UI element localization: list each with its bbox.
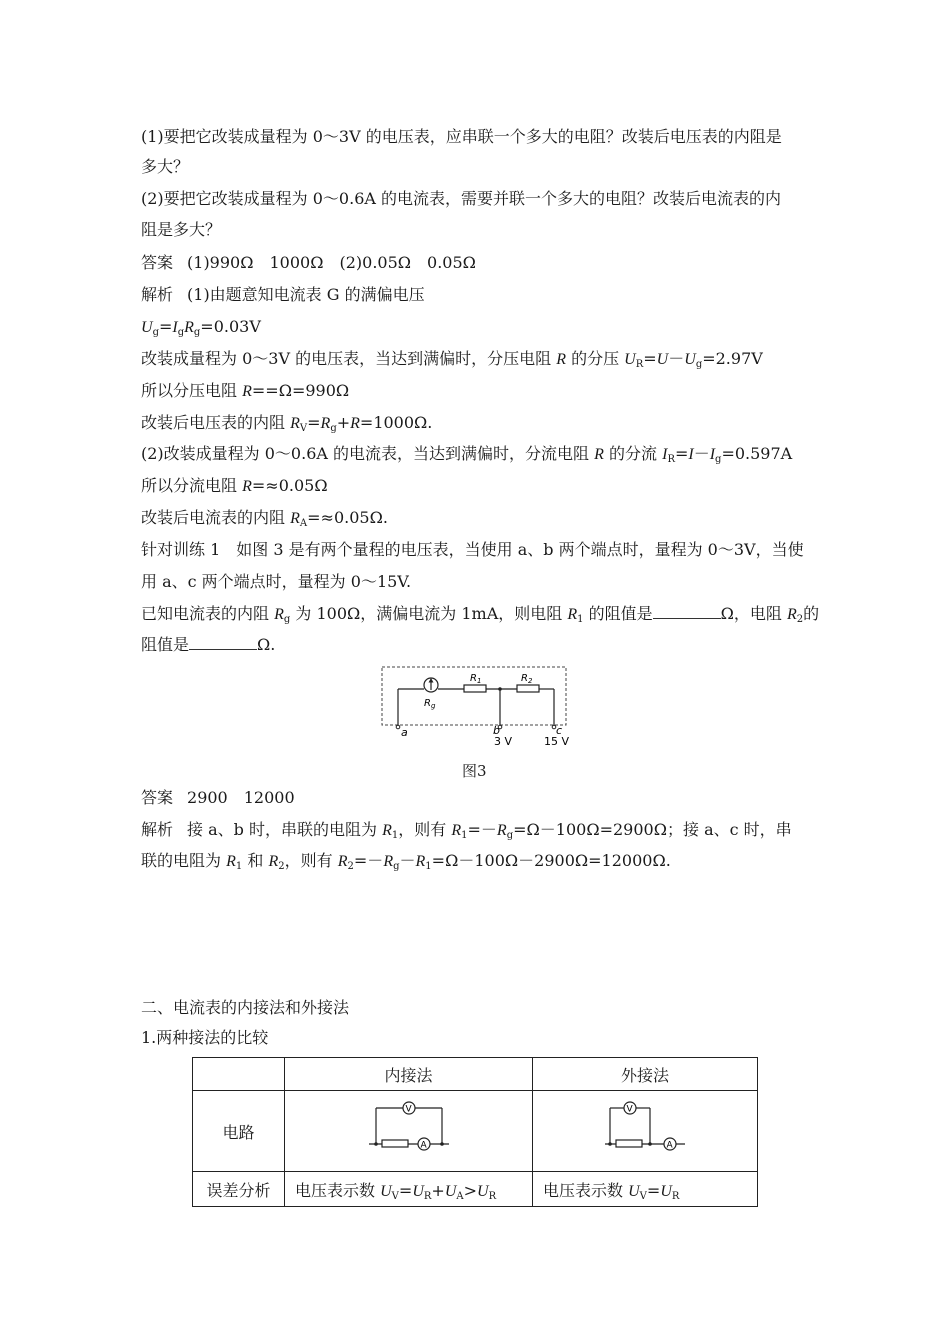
ur-mid: 的分压 <box>571 349 620 368</box>
an2-line2-and: 和 <box>247 851 264 870</box>
label-r2: $R_2$ <box>521 673 533 685</box>
ir-prefix: (2)改装成量程为 0～0.6A 的电流表，当达到满偏时，分流电阻 <box>141 444 590 463</box>
subsection-title: 1.两种接法的比较 <box>141 1028 269 1047</box>
formula-ir: (2)改装成量程为 0～0.6A 的电流表，当达到满偏时，分流电阻 R 的分流 IR=I－Ig=0.597A <box>141 444 793 465</box>
node-left <box>374 1142 378 1146</box>
resistor-r1 <box>464 685 486 692</box>
row-error-label: 误差分析 <box>193 1172 285 1207</box>
analysis-2-line-1: 解析 接 a、b 时，串联的电阻为 R1，则有 R1=－Rg=Ω－100Ω=2900Ω；接 a、c 时，串 <box>141 820 792 841</box>
label-c: c <box>556 724 563 737</box>
an2-line2-value: =Ω－100Ω－2900Ω=12000Ω. <box>431 851 671 870</box>
internal-error-cell: 电压表示数 UV=UR+UA>UR <box>285 1172 533 1207</box>
known-mid: 为 100Ω，满偏电流为 1mA，则电阻 <box>295 604 563 623</box>
known-line-1: 已知电流表的内阻 Rg 为 100Ω，满偏电流为 1mA，则电阻 R1 的阻值是 Ω，电阻 R2的 <box>141 604 820 625</box>
figure-caption: 图3 <box>462 762 487 780</box>
external-error-prefix: 电压表示数 <box>543 1180 624 1200</box>
an2-mid: ，则有 <box>398 820 447 839</box>
table-row-error <box>193 1172 758 1207</box>
section-title: 二、电流表的内接法和外接法 <box>141 998 350 1017</box>
ra-value: =≈0.05Ω. <box>307 508 388 527</box>
table-row-circuit <box>193 1091 758 1172</box>
voltmeter-label: V <box>626 1104 633 1115</box>
question-1-line-2: 多大？ <box>141 157 190 176</box>
question-2-line-2: 阻是多大？ <box>141 220 222 239</box>
label-r1: $R_1$ <box>470 673 482 685</box>
internal-connection-circuit <box>354 1098 464 1160</box>
ur-value: =2.97V <box>702 349 763 368</box>
ammeter-label: A <box>666 1140 673 1151</box>
analysis-2-line-2: 联的电阻为 R1 和 R2，则有 R2=－Rg－R1=Ω－100Ω－2900Ω=12000Ω. <box>141 851 671 872</box>
formula-ra: 改装后电流表的内阻 RA=≈0.05Ω. <box>141 508 388 529</box>
header-external: 外接法 <box>533 1058 758 1091</box>
node-left <box>608 1142 612 1146</box>
ug-value: =0.03V <box>200 317 261 336</box>
r2-value: =≈0.05Ω <box>251 476 328 495</box>
internal-circuit-cell <box>285 1091 533 1172</box>
ur-prefix: 改装成量程为 0～3V 的电压表，当达到满偏时，分压电阻 <box>141 349 552 368</box>
r2-prefix: 所以分流电阻 <box>141 476 238 495</box>
analysis-label: 解析 <box>141 285 174 304</box>
known-mid3: Ω，电阻 <box>720 604 782 623</box>
external-error-cell: 电压表示数 UV=UR <box>533 1172 758 1207</box>
answer-1 <box>141 252 476 274</box>
resistor <box>616 1140 642 1147</box>
terminal-a <box>396 725 400 729</box>
resistor <box>382 1140 408 1147</box>
known-line2-suffix: Ω. <box>257 635 276 654</box>
ra-prefix: 改装后电流表的内阻 <box>141 508 286 527</box>
an2-line2-mid: ，则有 <box>284 851 333 870</box>
known-line2-prefix: 阻值是 <box>141 635 190 654</box>
rv-prefix: 改装后电压表的内阻 <box>141 413 286 432</box>
voltmeter-label: V <box>405 1104 412 1115</box>
analysis-label: 解析 <box>141 820 174 839</box>
answer-label: 答案 <box>141 788 174 807</box>
table-corner-cell <box>193 1058 285 1091</box>
ir-value: =0.597A <box>721 444 793 463</box>
training-line-1: 针对训练 1 如图 3 是有两个量程的电压表，当使用 a、b 两个端点时，量程为 0～3V，当使 <box>141 540 804 559</box>
table-header-row <box>193 1058 758 1091</box>
formula-r: 所以分压电阻 R==Ω=990Ω <box>141 381 350 400</box>
formula-ur: 改装成量程为 0～3V 的电压表，当达到满偏时，分压电阻 R 的分压 UR=U－Ug=2.97V <box>141 349 763 370</box>
answer-2 <box>141 787 295 809</box>
analysis-text: (1)由题意知电流表 G 的满偏电压 <box>187 285 425 304</box>
known-prefix: 已知电流表的内阻 <box>141 604 270 623</box>
an2-line2-prefix: 联的电阻为 <box>141 851 222 870</box>
answer-blank-r1[interactable] <box>653 604 721 619</box>
answer-label: 答案 <box>141 253 174 272</box>
label-b: b <box>493 724 500 737</box>
an2-prefix: 接 a、b 时，串联的电阻为 <box>187 820 377 839</box>
header-internal: 内接法 <box>285 1058 533 1091</box>
question-2-line-1: (2)要把它改装成量程为 0～0.6A 的电流表，需要并联一个多大的电阻？改装后电流表的内 <box>141 189 782 208</box>
row-circuit-label: 电路 <box>193 1091 285 1172</box>
label-3v: 3 V <box>494 735 513 748</box>
answer-blank-r2[interactable] <box>189 635 257 650</box>
formula-rv: 改装后电压表的内阻 RV=Rg+R=1000Ω. <box>141 413 433 434</box>
external-circuit-cell <box>533 1091 758 1172</box>
label-a: a <box>401 726 408 739</box>
ammeter-label: A <box>420 1140 427 1151</box>
known-suffix: 的 <box>803 604 820 623</box>
external-connection-circuit <box>590 1098 700 1160</box>
voltmeter-circuit-figure <box>376 663 572 749</box>
an2-value: =Ω－100Ω=2900Ω；接 a、c 时，串 <box>513 820 792 839</box>
answer-text: (1)990Ω 1000Ω (2)0.05Ω 0.05Ω <box>187 253 476 272</box>
formula-r2: 所以分流电阻 R=≈0.05Ω <box>141 476 328 495</box>
known-mid2: 的阻值是 <box>588 604 653 623</box>
ir-mid: 的分流 <box>609 444 658 463</box>
label-rg: $R_g$ <box>424 698 436 710</box>
answer-text: 2900 12000 <box>187 788 295 807</box>
formula-ug: Ug=IgRg=0.03V <box>141 317 261 338</box>
r-value: ==Ω=990Ω <box>251 381 350 400</box>
resistor-r2 <box>517 685 539 692</box>
question-1-line-1: (1)要把它改装成量程为 0～3V 的电压表，应串联一个多大的电阻？改装后电压表的内阻是 <box>141 127 782 146</box>
comparison-table <box>192 1057 758 1207</box>
r-prefix: 所以分压电阻 <box>141 381 238 400</box>
analysis-1-heading <box>141 284 425 306</box>
internal-error-prefix: 电压表示数 <box>295 1180 376 1200</box>
node-right <box>440 1142 444 1146</box>
rv-value: =1000Ω. <box>359 413 433 432</box>
known-line-2 <box>141 634 275 656</box>
node-right <box>648 1142 652 1146</box>
training-line-2: 用 a、c 两个端点时，量程为 0～15V. <box>141 572 412 591</box>
label-15v: 15 V <box>544 735 570 748</box>
